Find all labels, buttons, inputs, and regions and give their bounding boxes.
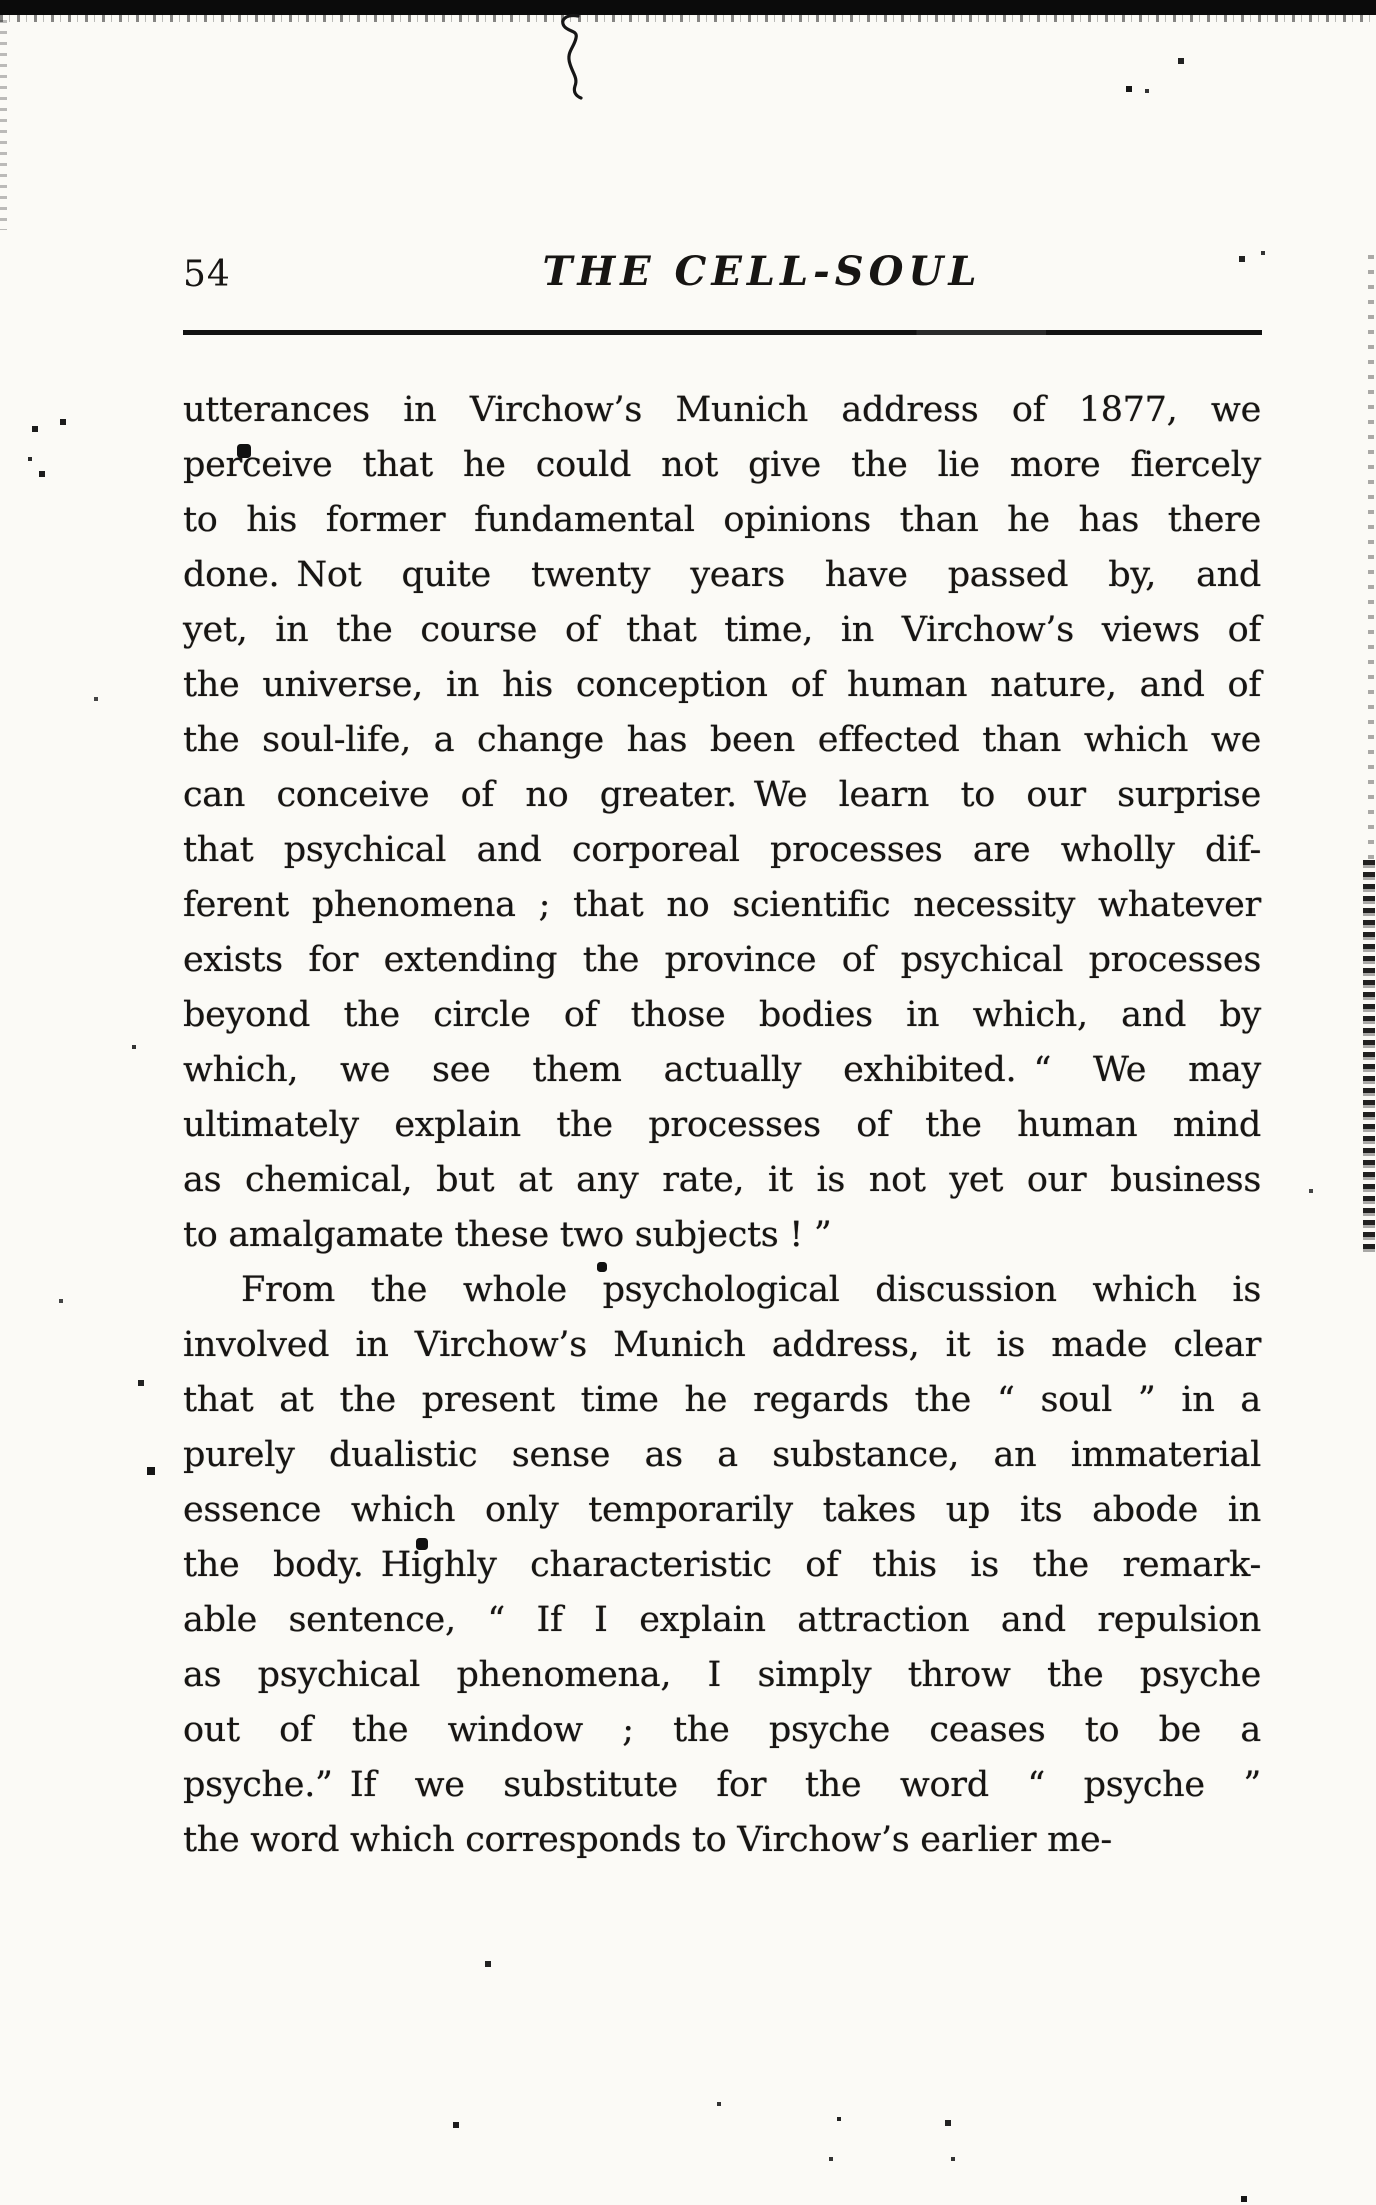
text-line: out of the window ; the psyche ceases to be a: [183, 1710, 1261, 1750]
text-line: to his former fundamental opinions than he has there: [183, 500, 1261, 540]
text-line: as chemical, but at any rate, it is not yet our business: [183, 1160, 1261, 1200]
text-line: the word which corresponds to Virchow’s earlier me-: [183, 1820, 1112, 1860]
text-line: that psychical and corporeal processes are wholly dif-: [183, 830, 1261, 870]
scan-right-edge-noise: [1368, 255, 1374, 865]
text-line: involved in Virchow’s Munich address, it is made clear: [183, 1325, 1261, 1365]
page-number: 54: [183, 254, 231, 295]
text-line: yet, in the course of that time, in Virchow’s views of: [183, 610, 1261, 650]
page-header: [183, 248, 1261, 298]
text-line: ultimately explain the processes of the human mind: [183, 1105, 1261, 1145]
text-line: the body. Highly characteristic of this is the remark-: [183, 1545, 1261, 1585]
scan-top-edge-band: [0, 0, 1376, 15]
text-line: beyond the circle of those bodies in which, and by: [183, 995, 1261, 1035]
text-line: can conceive of no greater. We learn to our surprise: [183, 775, 1261, 815]
text-line: utterances in Virchow’s Munich address of 1877, we: [183, 390, 1261, 430]
scan-left-edge-noise: [0, 20, 7, 230]
header-rule: [183, 330, 1262, 335]
body-text: [183, 383, 1261, 1868]
ink-blot-marks: [0, 0, 2, 2]
scan-top-edge-speckle: [0, 15, 1376, 22]
text-line: essence which only temporarily takes up its abode in: [183, 1490, 1261, 1530]
text-line: which, we see them actually exhibited. “ We may: [183, 1050, 1261, 1090]
text-line: perceive that he could not give the lie more fiercely: [183, 445, 1261, 485]
text-line: done. Not quite twenty years have passed by, and: [183, 555, 1261, 595]
text-line: that at the present time he regards the “ soul ” in a: [183, 1380, 1261, 1420]
text-line: able sentence, “ If I explain attraction and repulsion: [183, 1600, 1261, 1640]
text-line: the soul-life, a change has been effected than which we: [183, 720, 1261, 760]
text-line: From the whole psychological discussion which is: [241, 1270, 1261, 1310]
text-line: to amalgamate these two subjects ! ”: [183, 1215, 832, 1255]
scan-right-edge-noise-dense: [1363, 860, 1375, 1255]
text-line: as psychical phenomena, I simply throw the psyche: [183, 1655, 1261, 1695]
text-line: the universe, in his conception of human nature, and of: [183, 665, 1261, 705]
running-title: THE CELL-SOUL: [542, 248, 982, 295]
ink-squiggle-mark: [548, 12, 598, 102]
text-line: psyche.” If we substitute for the word “ psyche ”: [183, 1765, 1261, 1805]
text-line: exists for extending the province of psychical processes: [183, 940, 1261, 980]
text-line: ferent phenomena ; that no scientific necessity whatever: [183, 885, 1261, 925]
text-line: purely dualistic sense as a substance, an immaterial: [183, 1435, 1261, 1475]
